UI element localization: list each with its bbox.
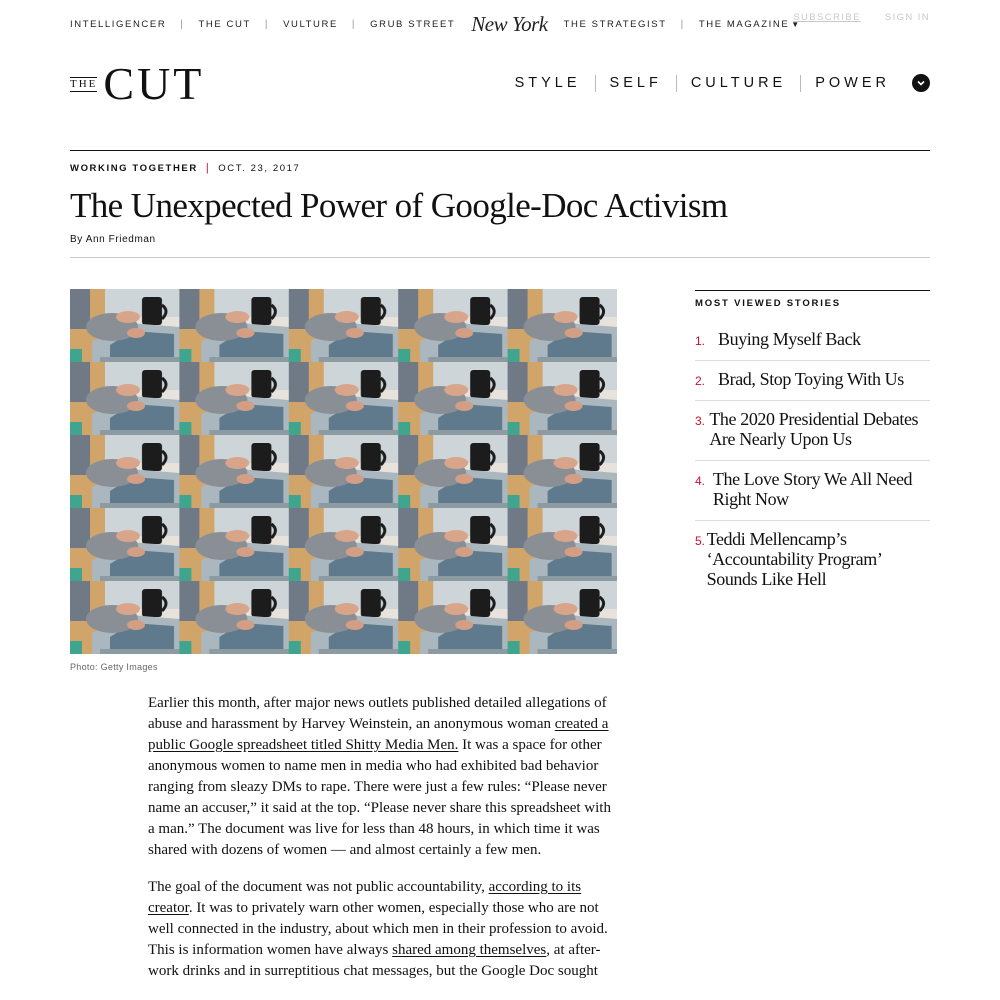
paragraph bbox=[148, 693, 618, 861]
hero-image bbox=[70, 289, 617, 654]
most-viewed-sidebar bbox=[695, 290, 930, 600]
article-body bbox=[148, 693, 618, 998]
photo-credit: Photo: Getty Images bbox=[70, 662, 158, 672]
story-title[interactable]: Buying Myself Back bbox=[718, 329, 861, 349]
spreadsheet-link[interactable]: created a public Google spreadsheet titled Shitty Media Men. bbox=[148, 716, 609, 753]
chevron-down-icon[interactable]: ▼ bbox=[791, 20, 801, 29]
article-rubric bbox=[70, 162, 300, 174]
section-power[interactable]: POWER bbox=[815, 75, 890, 91]
story-number: 1. bbox=[695, 334, 706, 348]
network-links bbox=[70, 12, 801, 37]
logo-the: THE bbox=[70, 77, 98, 90]
nav-divider: | bbox=[264, 19, 270, 30]
account-links bbox=[793, 12, 930, 23]
nav-link-strategist[interactable]: THE STRATEGIST bbox=[563, 19, 667, 30]
story-title[interactable]: Brad, Stop Toying With Us bbox=[718, 369, 904, 389]
nav-divider: | bbox=[680, 19, 685, 30]
article-date: OCT. 23, 2017 bbox=[218, 162, 301, 174]
most-viewed-list bbox=[695, 321, 930, 600]
nav-link-vulture[interactable]: VULTURE bbox=[283, 19, 338, 30]
section-nav bbox=[501, 74, 930, 92]
network-nav bbox=[0, 0, 1000, 36]
nav-divider: | bbox=[351, 19, 357, 30]
rubric-kicker[interactable]: WORKING TOGETHER bbox=[70, 162, 198, 174]
most-viewed-heading: MOST VIEWED STORIES bbox=[695, 290, 930, 309]
section-culture[interactable]: CULTURE bbox=[690, 75, 787, 91]
article-byline[interactable]: By Ann Friedman bbox=[70, 234, 156, 245]
hero-image-graphic bbox=[70, 289, 617, 654]
creator-link[interactable]: according to its creator bbox=[148, 879, 582, 916]
nav-link-intelligencer[interactable]: INTELLIGENCER bbox=[70, 19, 167, 30]
rubric-divider: | bbox=[205, 162, 211, 174]
subscribe-link[interactable]: SUBSCRIBE bbox=[793, 12, 861, 23]
list-item[interactable] bbox=[695, 361, 930, 401]
nav-divider: | bbox=[180, 19, 185, 30]
paragraph-text: Earlier this month, after major news outlets published detailed allegations of abuse and harassment by Harvey Weinstein, an anonymous woman bbox=[148, 695, 607, 732]
nav-link-the-cut[interactable]: THE CUT bbox=[198, 19, 251, 30]
list-item[interactable] bbox=[695, 461, 930, 521]
sign-in-link[interactable]: SIGN IN bbox=[884, 12, 930, 23]
menu-button[interactable] bbox=[912, 74, 930, 92]
story-number: 3. bbox=[695, 414, 706, 428]
story-title[interactable]: The 2020 Presidential Debates Are Nearly Upon Us bbox=[709, 409, 919, 449]
nav-link-magazine[interactable]: THE MAGAZINE bbox=[698, 19, 790, 30]
article-headline: The Unexpected Power of Google-Doc Activism bbox=[70, 186, 728, 225]
paragraph bbox=[148, 877, 618, 982]
chevron-down-icon bbox=[916, 78, 926, 88]
new-york-logo[interactable]: New York bbox=[471, 12, 548, 36]
paragraph-text: . It was to privately warn other women, especially those who are not well connected in the industry, about which men in their profession to avoid. This is information women have always bbox=[148, 900, 608, 958]
story-title[interactable]: Teddi Mellencamp’s ‘Accountability Program’ Sounds Like Hell bbox=[706, 529, 882, 589]
list-item[interactable] bbox=[695, 401, 930, 461]
nym-logo-wrap[interactable] bbox=[471, 12, 547, 37]
nav-link-grub-street[interactable]: GRUB STREET bbox=[370, 19, 456, 30]
the-cut-logo[interactable] bbox=[70, 58, 205, 109]
paragraph-text: , at after-work drinks and in surreptitious chat messages, but the Google Doc sought bbox=[148, 942, 601, 979]
paragraph-text: It was a space for other anonymous women to name men in media who had exhibited bad behavior ranging from sleazy DMs to rape. There were just a few rules: “Please never name an accuser,” it said at the top. “Please never share this spreadsheet with a man.” The document was live for less than 48 hours, in which time it was shared with dozens of women — and almost certainly a few men. bbox=[148, 737, 611, 858]
shared-link[interactable]: shared among themselves bbox=[392, 942, 547, 958]
list-item[interactable] bbox=[695, 321, 930, 361]
paragraph-text: The goal of the document was not public accountability, bbox=[148, 879, 489, 895]
section-style[interactable]: STYLE bbox=[514, 75, 581, 91]
header-rule bbox=[70, 150, 930, 151]
story-number: 2. bbox=[695, 374, 706, 388]
list-item[interactable] bbox=[695, 521, 930, 600]
logo-cut: CUT bbox=[103, 58, 205, 109]
story-number: 5. bbox=[695, 534, 706, 548]
section-self[interactable]: SELF bbox=[609, 75, 662, 91]
headline-rule bbox=[70, 257, 930, 258]
story-number: 4. bbox=[695, 474, 706, 488]
story-title[interactable]: The Love Story We All Need Right Now bbox=[712, 469, 913, 509]
